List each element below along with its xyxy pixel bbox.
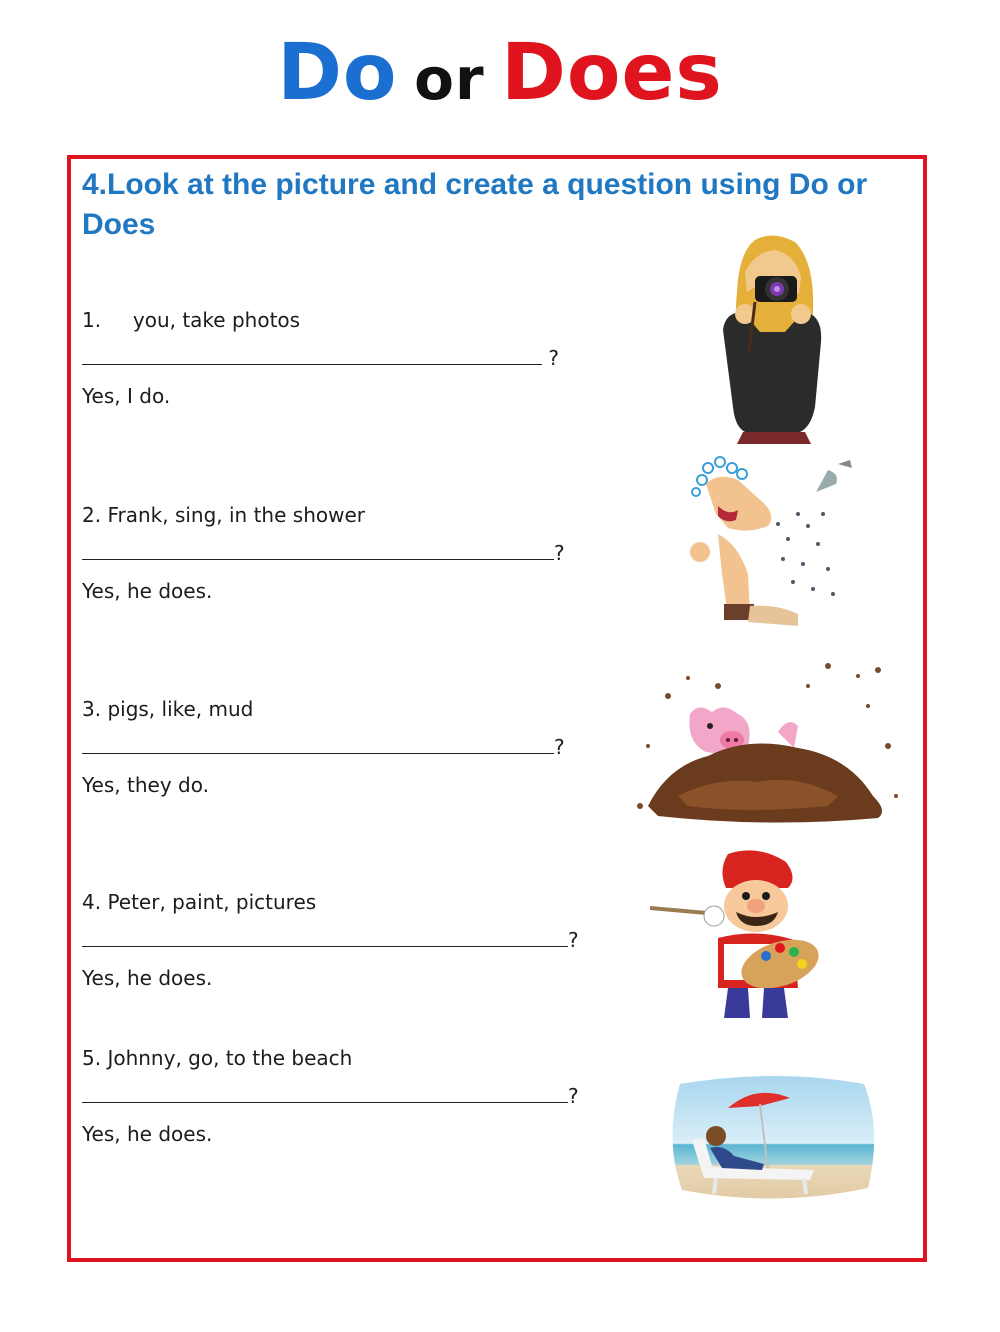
question-mark: ? [568, 1084, 579, 1108]
answer-blank[interactable] [82, 541, 565, 565]
item-prompt: 4. Peter, paint, pictures [82, 890, 317, 914]
item-answer: Yes, they do. [82, 773, 209, 797]
exercise-heading: 4.Look at the picture and create a question using Do or Does [82, 168, 868, 241]
question-mark: ? [548, 346, 559, 370]
question-mark: ? [554, 541, 565, 565]
title-or: or [414, 45, 485, 113]
photographer-illustration [715, 232, 830, 444]
answer-blank[interactable] [82, 346, 559, 370]
item-prompt: 3. pigs, like, mud [82, 697, 254, 721]
item-answer: Yes, he does. [82, 966, 213, 990]
item-answer: Yes, I do. [82, 384, 171, 408]
title-do: Do [277, 28, 398, 118]
item-prompt: 2. Frank, sing, in the shower [82, 503, 365, 527]
item-answer: Yes, he does. [82, 1122, 213, 1146]
beach-illustration [664, 1070, 879, 1205]
answer-blank[interactable] [82, 1084, 579, 1108]
answer-blank[interactable] [82, 928, 579, 952]
painter-illustration [648, 848, 823, 1023]
question-mark: ? [568, 928, 579, 952]
answer-blank[interactable] [82, 735, 565, 759]
pig-mud-illustration [628, 656, 903, 836]
worksheet-title [0, 28, 1000, 118]
item-prompt: 5. Johnny, go, to the beach [82, 1046, 353, 1070]
item-prompt: 1. you, take photos [82, 308, 301, 332]
item-answer: Yes, he does. [82, 579, 213, 603]
shower-singer-illustration [688, 454, 858, 634]
question-mark: ? [554, 735, 565, 759]
title-does: Does [501, 28, 723, 118]
